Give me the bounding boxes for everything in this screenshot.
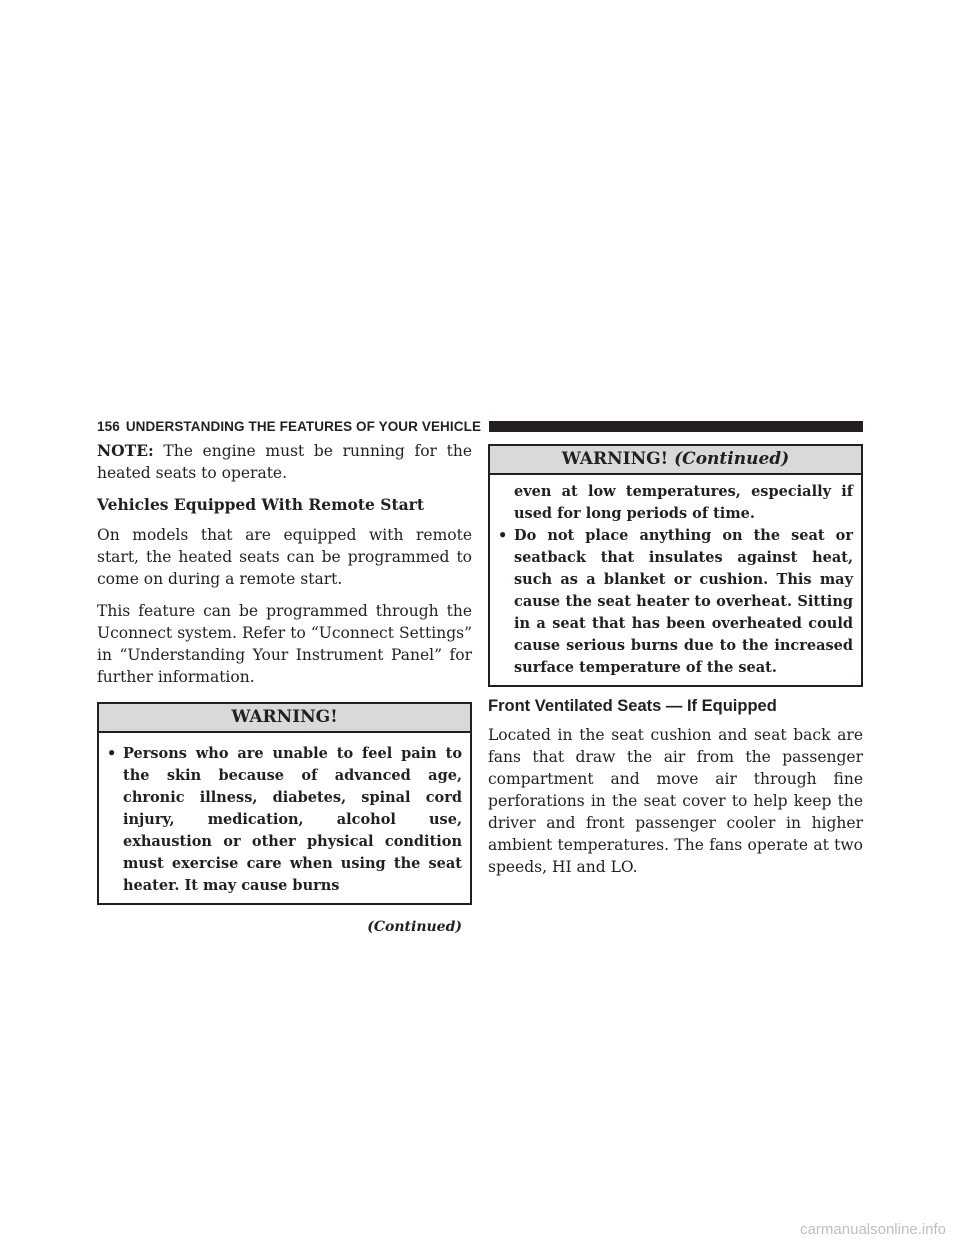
warning-continued-label: (Continued) — [674, 449, 790, 469]
warning-title: WARNING! — [231, 707, 338, 727]
note-label: NOTE: — [97, 441, 154, 460]
section-title: Front Ventilated Seats — If Equipped — [488, 697, 777, 715]
page-header — [97, 416, 863, 436]
left-column — [97, 440, 472, 935]
warning-header — [99, 704, 470, 733]
warning-bullet-item — [498, 525, 853, 679]
note-text: The engine must be running for the heated seats to operate. — [97, 442, 472, 482]
warning-body — [99, 733, 470, 903]
warning-box-right — [488, 444, 863, 687]
warning-continued-text: even at low temperatures, especially if used for long periods of time. — [514, 483, 853, 522]
warning-body — [490, 475, 861, 685]
ventilated-seats-paragraph: Located in the seat cushion and seat back are fans that draw the air from the passenger compartment and move air through fine perforations in the seat cover to help keep the driver and front passenger cooler in higher ambient temperatures. The fans operate at two speeds, HI and LO. — [488, 726, 863, 876]
warning-text: Persons who are unable to feel pain to the skin because of advanced age, chronic illness, diabetes, spinal cord injury, medication, alcohol use, exhaustion or other physical condition must exercise care when using the seat heater. It may cause burns — [123, 745, 462, 894]
warning-header-continued — [490, 446, 861, 475]
page-number: 156 — [97, 418, 120, 434]
warning-box-left — [97, 702, 472, 905]
header-title: UNDERSTANDING THE FEATURES OF YOUR VEHICLE — [125, 418, 482, 434]
remote-start-subheading: Vehicles Equipped With Remote Start — [97, 495, 424, 514]
remote-start-paragraph: On models that are equipped with remote start, the heated seats can be programmed to come on during a remote start. — [97, 526, 472, 588]
bullet-icon: • — [498, 527, 508, 544]
warning-title: WARNING! — [561, 449, 669, 469]
warning-text: Do not place anything on the seat or seatback that insulates against heat, such as a blanket or cushion. This may cause the seat heater to overheat. Sitting in a seat that has been overheated could cause serious burns due to the increased surface temperature of the seat. — [514, 527, 853, 676]
bullet-icon: • — [107, 745, 117, 762]
continued-label: (Continued) — [367, 919, 462, 935]
note-paragraph — [97, 440, 472, 484]
warning-bullet-item — [107, 743, 462, 897]
right-column — [488, 444, 863, 888]
watermark: carmanualsonline.info — [800, 1221, 946, 1238]
header-rule — [489, 421, 863, 432]
uconnect-paragraph: This feature can be programmed through the Uconnect system. Refer to “Uconnect Settings” in “Understanding Your Instrument Panel” for further information. — [97, 602, 472, 686]
